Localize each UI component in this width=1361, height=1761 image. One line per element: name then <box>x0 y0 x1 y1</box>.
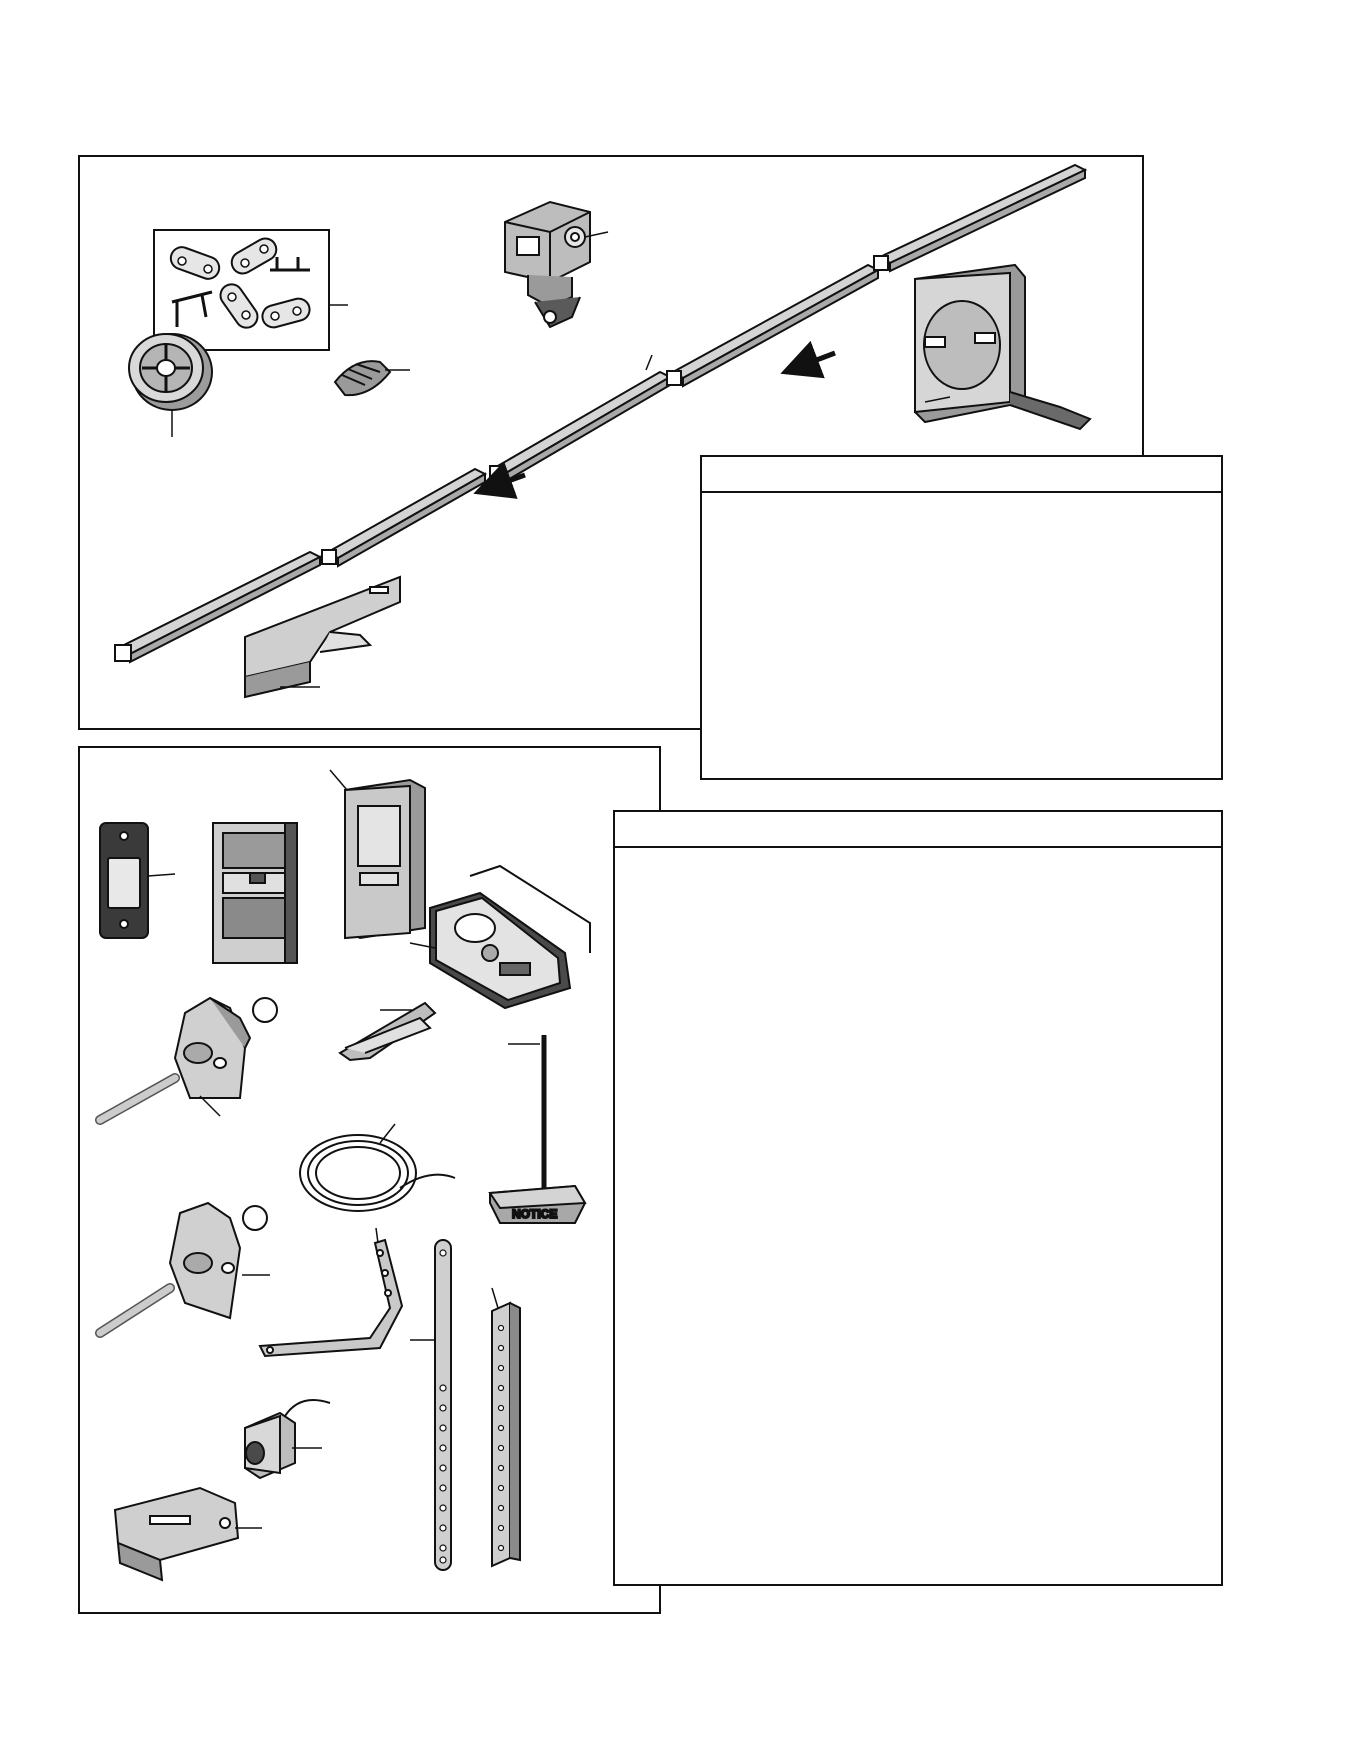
safety-sensor-bracket-icon <box>100 998 277 1120</box>
curved-door-arm-icon <box>260 1228 402 1356</box>
hardware-parts-legend <box>613 810 1223 1586</box>
front-header-bracket-icon <box>245 577 400 697</box>
rail-parts-legend <box>700 455 1223 780</box>
idler-pulley-icon <box>129 334 212 437</box>
hardware-parts-illustration <box>80 748 663 1616</box>
hardware-parts-panel <box>78 746 661 1614</box>
safety-sensor-bracket-icon <box>100 1203 270 1333</box>
emergency-release-handle-icon <box>490 1035 585 1223</box>
warning-tag-text: NOTICE <box>512 1207 558 1221</box>
trolley-icon <box>505 202 608 327</box>
master-link-icon <box>154 230 348 350</box>
hanging-bracket-icon <box>492 1288 520 1566</box>
visor-clip-icon <box>340 1003 435 1060</box>
bell-wire-icon <box>300 1124 455 1211</box>
straight-door-arm-icon <box>410 1240 451 1570</box>
remote-control-icon <box>410 866 590 1008</box>
safety-sensor-icon <box>245 1400 330 1478</box>
rail-parts-legend-title <box>702 457 1221 493</box>
hardware-parts-legend-title <box>615 812 1221 848</box>
wall-control-icon <box>213 823 297 963</box>
keypad-icon <box>330 770 425 938</box>
door-control-icon <box>100 823 175 938</box>
belt-carton-icon <box>915 265 1090 429</box>
spring-icon <box>335 361 410 395</box>
door-bracket-icon <box>115 1488 262 1580</box>
